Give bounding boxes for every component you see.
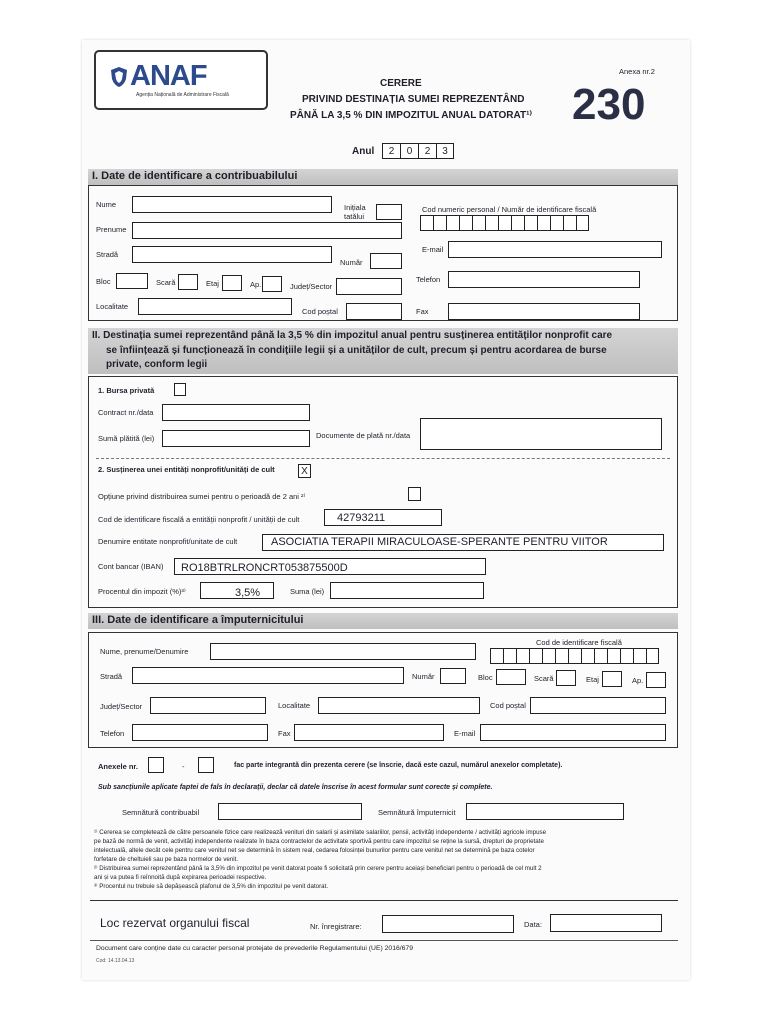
optiune-checkbox[interactable] [408,487,421,501]
imp-scara-label: Scară [534,674,554,683]
fax-field[interactable] [448,303,640,320]
fac-parte-text: fac parte integrantă din prezenta cerere (se înscrie, dacă este cazul, numărul anexelor completate). [234,762,563,769]
section-1-header [88,169,678,185]
contract-field[interactable] [162,404,310,421]
localitate-field[interactable] [138,298,292,315]
anexa-dash: - [182,762,185,771]
localitate-label: Localitate [96,302,129,311]
denumire-value: ASOCIATIA TERAPII MIRACULOASE-SPERANTE PENTRU VIITOR [271,536,608,548]
data-field[interactable] [550,914,662,932]
judet-field[interactable] [336,278,402,295]
year-field[interactable] [382,143,454,159]
anexele-label: Anexele nr. [98,762,139,771]
documente-field[interactable] [420,418,662,450]
imp-telefon-field[interactable] [132,724,268,741]
footnote-1b: pe bază de normă de venit, activități independente realizate în baza contractelor de activitate sportivă pentru care impozitul se reține la sursă, drepturi de proprietate [94,838,544,845]
section-2-header [88,328,678,374]
telefon-label: Telefon [416,275,441,284]
footnotes [94,828,684,891]
imp-nume-label: Nume, prenume/Denumire [100,647,189,656]
section-3-header [88,613,678,629]
etaj-label: Etaj [206,279,219,288]
suma-platita-field[interactable] [162,430,310,447]
procent-value: 3,5% [235,587,261,599]
logo-subtitle: Agenția Națională de Administrare Fiscală [136,92,229,98]
ap-field[interactable] [262,276,282,292]
form-code: Cod: 14.13.04.13 [96,958,135,964]
footnote-1a: ¹⁾ Cererea se completează de către persoanele fizice care realizează venituri din salarii și asimilate salariilor, pensii, activități independente / activități agricole impuse [94,829,547,836]
bursa-label: 1. Bursa privată [98,386,155,395]
nume-label: Nume [96,200,117,209]
imp-cif-field[interactable] [490,648,659,664]
anaf-logo [94,50,268,110]
section-1-title: I. Date de identificare a contribuabilului [92,170,298,182]
strada-label: Stradă [96,250,119,259]
telefon-field[interactable] [448,271,640,288]
cnp-field[interactable] [420,215,589,231]
fax-label: Fax [416,307,429,316]
imp-fax-field[interactable] [294,724,444,741]
loc-rezervat-label: Loc rezervat organului fiscal [100,916,250,930]
imp-fax-label: Fax [278,729,291,738]
divider [96,458,670,459]
numar-field[interactable] [370,253,402,269]
year-digit: 2 [418,143,436,159]
year-label: Anul [352,146,375,157]
divider [90,900,678,901]
shield-icon [110,66,128,88]
imp-localitate-label: Localitate [278,701,311,710]
bursa-checkbox[interactable] [174,383,186,396]
email-label: E-mail [422,245,444,254]
imp-etaj-field[interactable] [602,671,622,687]
initiala-label: Inițiala tatălui [344,203,366,221]
imp-nume-field[interactable] [210,643,476,660]
logo-text: ANAF [130,60,207,92]
imp-bloc-label: Bloc [478,673,493,682]
judet-label: Județ/Sector [290,282,333,291]
iban-value: RO18BTRLRONCRT053875500D [181,562,348,574]
imp-scara-field[interactable] [556,670,576,686]
imp-bloc-field[interactable] [496,669,526,685]
initiala-field[interactable] [376,204,402,220]
procent-label: Procentul din impozit (%)³⁾ [98,587,186,596]
bloc-label: Bloc [96,277,111,286]
nr-inregistrare-field[interactable] [382,915,514,933]
year-digit: 3 [436,143,454,159]
optiune-label: Opțiune privind distribuirea sumei pentru o perioadă de 2 ani ²⁾ [98,492,306,501]
title-line-1: CERERE [380,78,422,89]
iban-field[interactable] [174,558,486,575]
sustinere-label: 2. Susținerea unei entități nonprofit/unități de cult [98,465,275,474]
suma-label: Suma (lei) [290,587,325,596]
denumire-field[interactable] [262,534,664,551]
imp-strada-label: Stradă [100,672,123,681]
ap-label: Ap. [250,280,262,289]
nume-field[interactable] [132,196,332,213]
etaj-field[interactable] [222,275,242,291]
imp-telefon-label: Telefon [100,729,125,738]
scara-field[interactable] [178,274,198,290]
imp-email-label: E-mail [454,729,476,738]
numar-label: Număr [340,258,363,267]
footnote-2a: ²⁾ Distribuirea sumei reprezentând până la 3,5% din impozitul pe venit datorat poate fi solicitată prin cerere pentru aceiași beneficiari pentru o perioadă de cel mult 2 [94,865,542,872]
cod-postal-label: Cod poștal [302,307,338,316]
year-digit: 0 [400,143,418,159]
imp-ap-field[interactable] [646,672,666,688]
email-field[interactable] [448,241,662,258]
section-3-title: III. Date de identificare a împuternicitului [92,614,304,626]
section-2-title-1: II. Destinația sumei reprezentând până la 3,5 % din impozitul anual pentru susținerea entităților nonprofit care [92,330,613,341]
denumire-label: Denumire entitate nonprofit/unitate de cult [98,537,238,546]
scara-label: Scară [156,278,176,287]
section-2-title-2: se înființează și funcționează în condițiile legii și a unităților de cult, precum și pentru acordarea de burse [106,345,607,356]
footnote-1c: intelectuală, altele decât cele pentru care venitul net se determină în sistem real, cedarea folosinței bunurilor pentru care venitul net se determină pe baza cotelor [94,847,535,854]
declaration-text: Sub sancțiunile aplicate faptei de fals în declarații, declar că datele înscrise în acest formular sunt corecte și complete. [98,784,493,791]
footnote-1d: forfetare de cheltuieli sau pe baza normelor de venit. [94,856,239,863]
data-label: Data: [524,920,542,929]
imp-cod-postal-label: Cod poștal [490,701,526,710]
imp-localitate-field[interactable] [318,697,480,714]
semnatura-contribuabil-field[interactable] [218,803,362,820]
imp-numar-field[interactable] [440,668,466,684]
imp-email-field[interactable] [480,724,666,741]
suma-platita-label: Sumă plătită (lei) [98,434,155,443]
strada-field[interactable] [132,246,332,263]
imp-cif-label: Cod de identificare fiscală [536,638,622,647]
imp-judet-field[interactable] [150,697,266,714]
annex-label: Anexa nr.2 [619,67,655,76]
divider [90,940,678,941]
cif-value: 42793211 [337,512,386,524]
imp-numar-label: Număr [412,672,435,681]
footnote-2b: ani și va putea fi reînnoită după expirarea perioadei respective. [94,874,267,881]
form-page [82,40,690,980]
bloc-field[interactable] [116,273,148,289]
section-2-title-3: private, conform legii [106,359,208,370]
documente-label: Documente de plată nr./data [316,431,411,440]
title-line-3: PÂNĂ LA 3,5 % DIN IMPOZITUL ANUAL DATORAT¹⁾ [290,110,532,121]
semnatura-contribuabil-label: Semnătură contribuabil [122,808,200,817]
imp-cod-postal-field[interactable] [530,697,666,714]
imp-etaj-label: Etaj [586,675,599,684]
sustinere-checkbox[interactable]: X [298,464,311,478]
semnatura-imputernicit-label: Semnătură împuternicit [378,808,456,817]
imp-ap-label: Ap. [632,676,644,685]
cif-label: Cod de identificare fiscală a entității nonprofit / unității de cult [98,515,300,524]
contract-label: Contract nr./data [98,408,154,417]
footnote-3: ³⁾ Procentul nu trebuie să depășească plafonul de 3,5% din impozitul pe venit datorat. [94,883,329,890]
prenume-label: Prenume [96,225,127,234]
procent-field[interactable] [200,582,274,599]
year-digit: 2 [382,143,400,159]
cnp-label: Cod numeric personal / Număr de identificare fiscală [422,205,597,214]
semnatura-imputernicit-field[interactable] [466,803,624,820]
imp-judet-label: Județ/Sector [100,702,143,711]
prenume-field[interactable] [132,222,402,239]
nr-inregistrare-label: Nr. înregistrare: [310,922,362,931]
form-number: 230 [572,80,646,129]
cod-postal-field[interactable] [346,303,402,320]
iban-label: Cont bancar (IBAN) [98,562,164,571]
anexa-from-field[interactable] [148,757,164,773]
suma-field[interactable] [330,582,484,599]
title-line-2: PRIVIND DESTINAȚIA SUMEI REPREZENTÂND [302,94,525,105]
cif-field[interactable] [324,509,442,526]
anexa-to-field[interactable] [198,757,214,773]
imp-strada-field[interactable] [132,667,404,684]
document-note: Document care conține date cu caracter personal protejate de prevederile Regulamentului (UE) 2016/679 [96,945,413,952]
